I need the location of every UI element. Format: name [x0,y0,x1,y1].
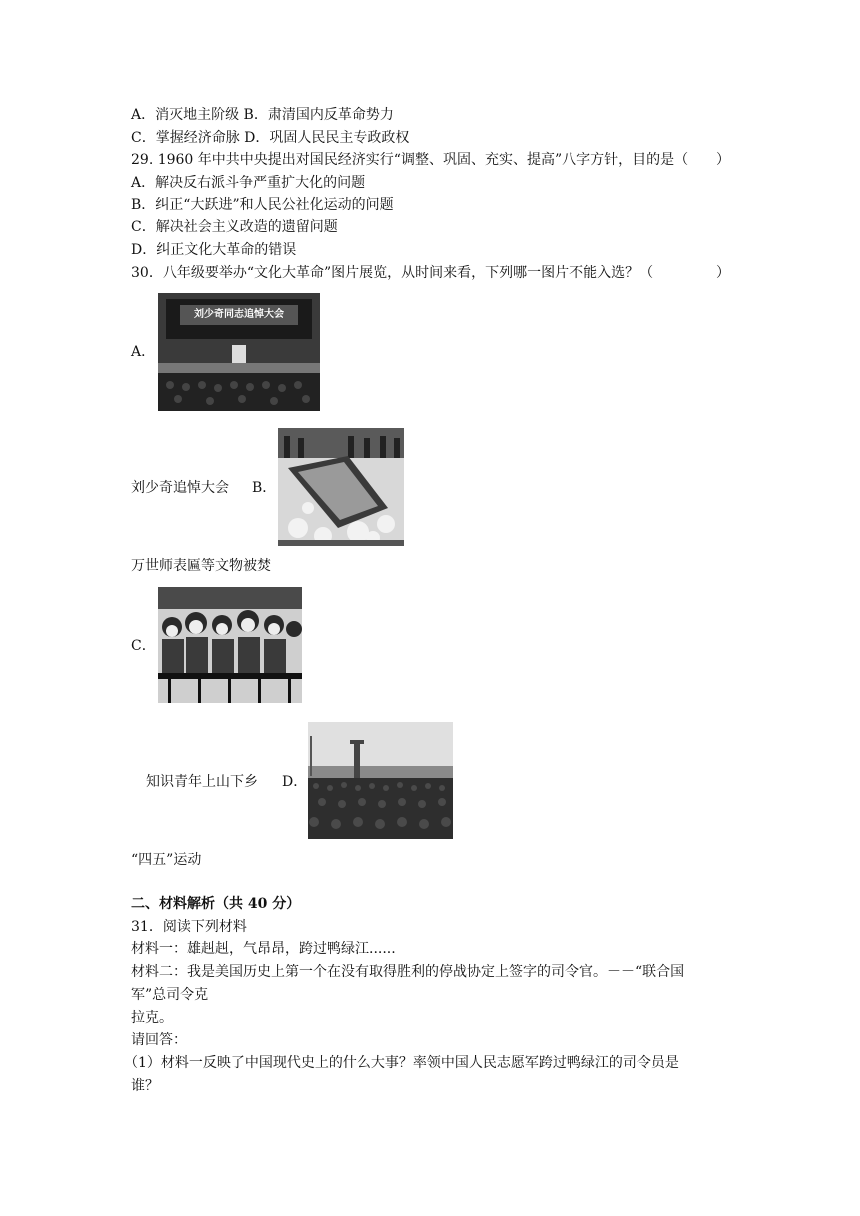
q30-paren-close: ） [716,265,730,281]
sub-question-1-line1: （1）材料一反映了中国现代史上的什么大事？率领中国人民志愿军跨过鸭绿江的司令员是 [124,1055,679,1071]
q31-stem: 31．阅读下列材料 [131,919,247,935]
material-two-line1: 材料二：我是美国历史上第一个在没有取得胜利的停战协定上签字的司令官。－－“联合国 [131,964,685,980]
q29-paren-close: ） [716,152,730,168]
q28-option-cd: C．掌握经济命脉 D．巩固人民民主专政政权 [131,130,410,146]
section-heading: 二、材料解析（共 40 分） [131,896,301,912]
material-two-line3: 拉克。 [131,1010,173,1026]
q30-option-a-caption: 刘少奇追悼大会 [131,480,229,496]
material-two-line2: 军”总司令克 [131,987,209,1003]
q28-option-ab: A．消灭地主阶级 B．肃清国内反革命势力 [131,107,394,123]
q30-option-d-caption: “四五”运动 [131,852,202,868]
q30-option-c-caption: 知识青年上山下乡 [146,774,258,790]
q29-stem: 29. 1960 年中共中央提出对国民经济实行“调整、巩固、充实、提高”八字方针，目的是（ [131,152,689,168]
educated-youth-photo [158,587,302,703]
q30-option-c-label: C． [131,638,156,654]
april-fifth-movement-photo [308,722,453,839]
q29-option-a: A．解决反右派斗争严重扩大化的问题 [131,175,366,191]
q29-option-d: D．纠正文化大革命的错误 [131,242,297,258]
q29-option-c: C．解决社会主义改造的遗留问题 [131,219,338,235]
q29-option-b: B．纠正“大跃进”和人民公社化运动的问题 [131,197,394,213]
q30-stem: 30．八年级要举办“文化大革命”图片展览，从时间来看，下列哪一图片不能入选？（ [131,265,654,281]
answer-prompt: 请回答： [131,1032,187,1048]
memorial-banner-text: 刘少奇同志追悼大会 [194,309,284,320]
q30-option-a-label: A． [131,344,156,360]
q30-option-b-label: B． [252,480,277,496]
sub-question-1-line2: 谁？ [131,1078,159,1094]
q30-option-d-label: D． [282,774,308,790]
q30-option-b-caption: 万世师表匾等文物被焚 [131,558,271,574]
relics-burned-photo [278,428,404,546]
material-one: 材料一：雄赳赳，气昂昂，跨过鸭绿江...... [131,941,396,957]
memorial-meeting-photo [158,293,320,411]
